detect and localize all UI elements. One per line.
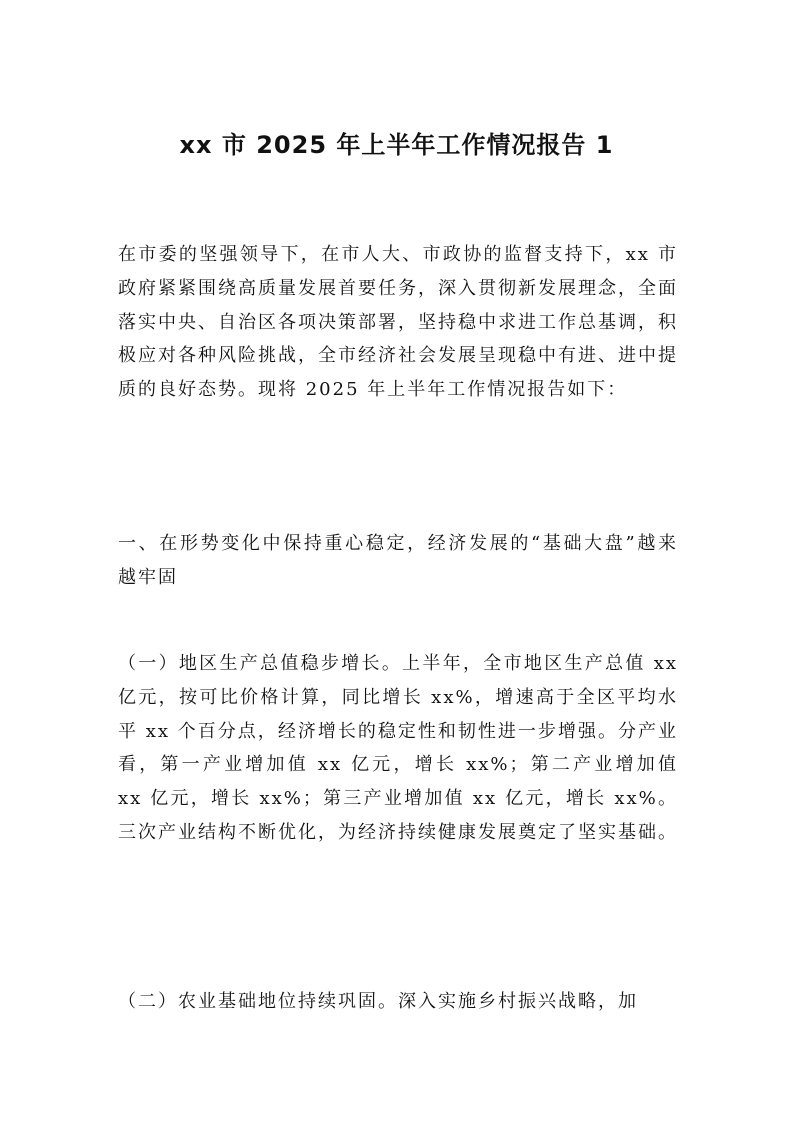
- section-heading-1: 一、在形势变化中保持重心稳定，经济发展的“基础大盘”越来越牢固: [118, 533, 678, 588]
- document-title: xx 市 2025 年上半年工作情况报告 1: [179, 131, 614, 159]
- intro-paragraph: 在市委的坚强领导下，在市人大、市政协的监督支持下，xx 市政府紧紧围绕高质量发展首要任务，深入贯彻新发展理念，全面落实中央、自治区各项决策部署，坚持稳中求进工作总基调，积极应对各种风险挑战，全市经济社会发展呈现稳中有进、进中提质的良好态势。现将 2025 年上半年工作情况报告如下：: [118, 244, 678, 401]
- item-paragraph-1: （一）地区生产总值稳步增长。上半年，全市地区生产总值 xx 亿元，按可比价格计算，同比增长 xx%，增速高于全区平均水平 xx 个百分点，经济增长的稳定性和韧性进一步增强。分产业看，第一产业增加值 xx 亿元，增长 xx%；第二产业增加值 xx 亿元，增长 xx%；第三产业增加值 xx 亿元，增长 xx%。三次产业结构不断优化，为经济持续健康发展奠定了坚实基础。: [118, 653, 678, 843]
- item-paragraph-2: （二）农业基础地位持续巩固。深入实施乡村振兴战略，加: [118, 991, 638, 1012]
